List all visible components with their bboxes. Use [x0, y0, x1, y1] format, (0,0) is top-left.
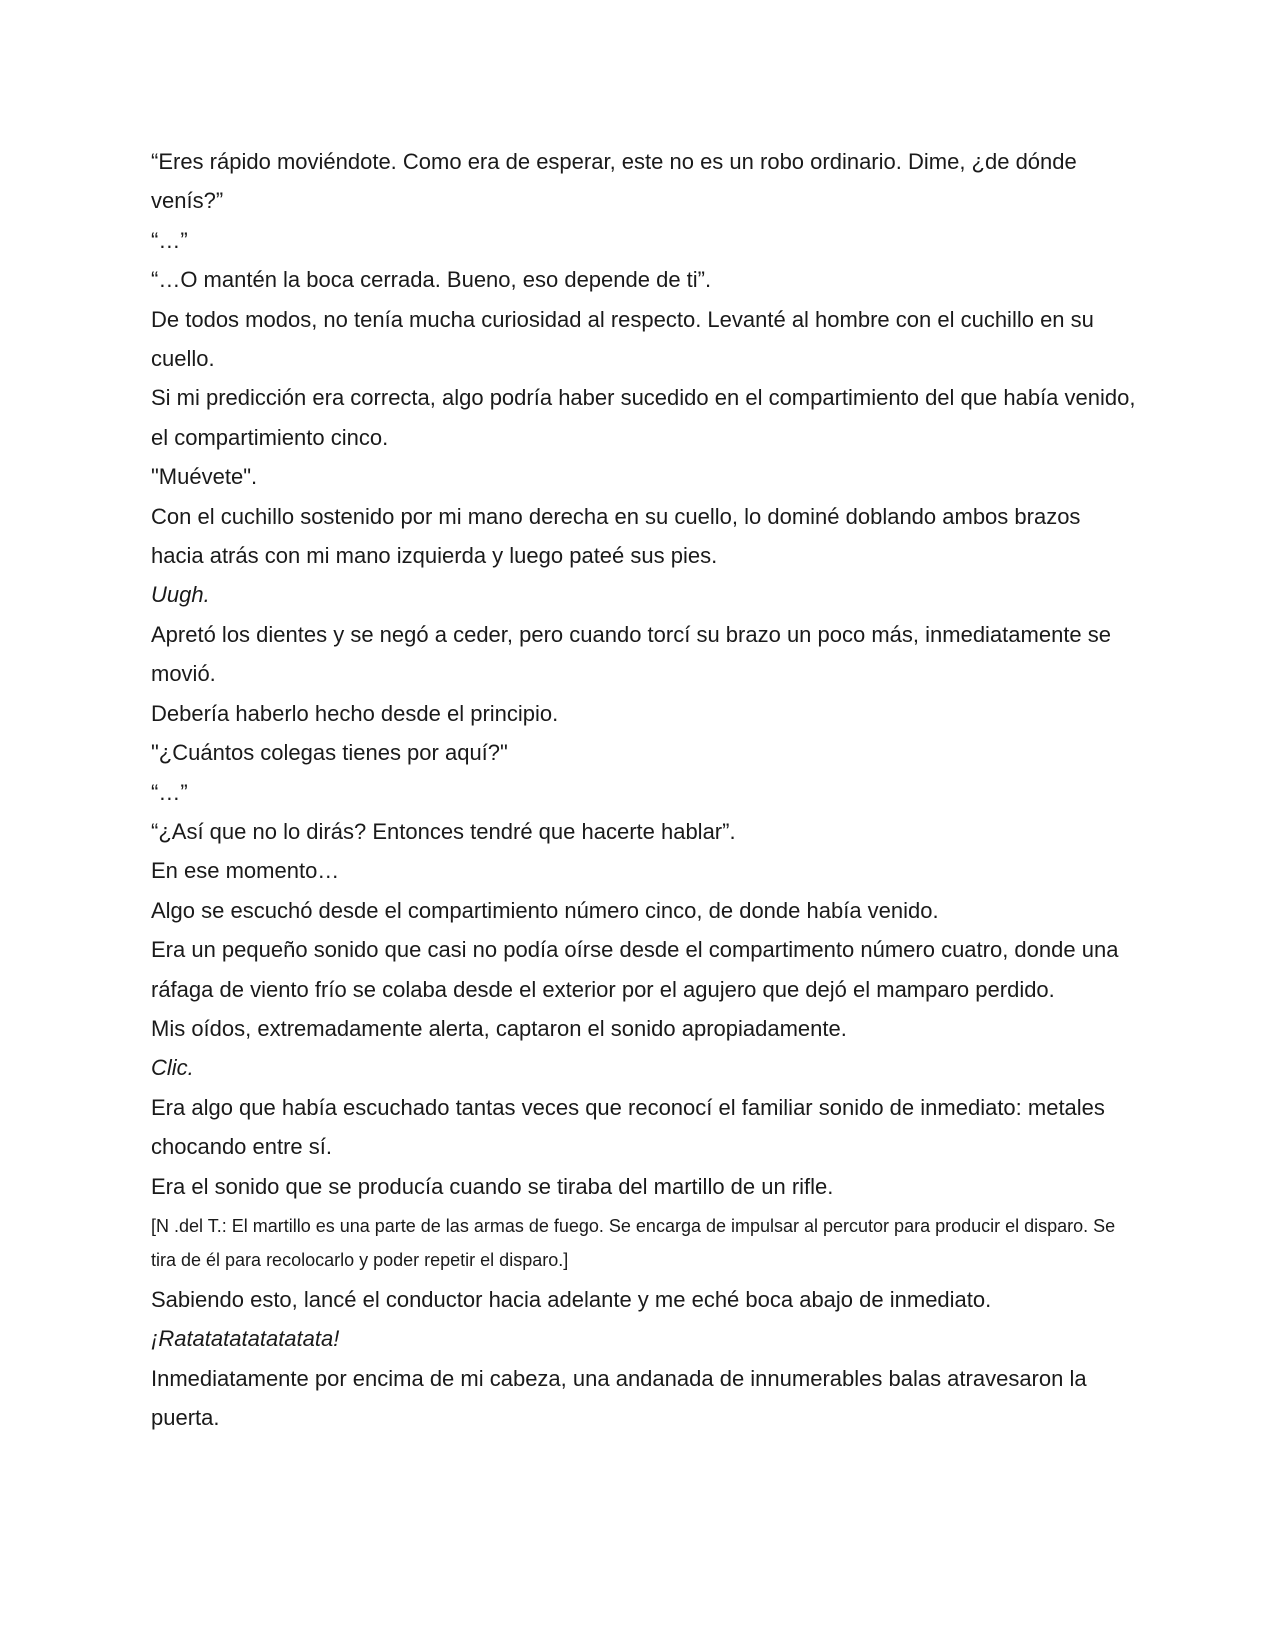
paragraph: Mis oídos, extremadamente alerta, captaron el sonido apropiadamente. — [151, 1015, 847, 1041]
italic-paragraph: Clic. — [151, 1055, 194, 1081]
paragraph: “…O mantén la boca cerrada. Bueno, eso depende de ti”. — [151, 267, 712, 293]
paragraph: Era un pequeño sonido que casi no podía oírse desde el compartimento número cuatro, donde una ráfaga de viento frío se colaba desde el exterior por el agujero que dejó el mamparo perdido. — [151, 937, 1119, 1002]
paragraph: “¿Así que no lo dirás? Entonces tendré que hacerte hablar”. — [151, 818, 736, 844]
paragraph: Apretó los dientes y se negó a ceder, pero cuando torcí su brazo un poco más, inmediatamente se movió. — [151, 621, 1112, 687]
paragraph: De todos modos, no tenía mucha curiosidad al respecto. Levanté al hombre con el cuchillo en su cuello. — [151, 306, 1094, 372]
paragraph: Era el sonido que se producía cuando se tiraba del martillo de un rifle. — [151, 1173, 834, 1199]
translator-note: [N .del T.: El martillo es una parte de las armas de fuego. Se encarga de impulsar al percutor para producir el disparo. Se tira de él para recolocarlo y poder repetir el disparo.] — [151, 1215, 1116, 1271]
paragraph: "Muévete". — [151, 464, 258, 490]
paragraph: En ese momento… — [151, 858, 340, 884]
italic-paragraph: ¡Ratatatatatatatata! — [151, 1326, 340, 1352]
paragraph: Con el cuchillo sostenido por mi mano derecha en su cuello, lo dominé doblando ambos brazos hacia atrás con mi mano izquierda y luego pateé sus pies. — [151, 503, 1081, 569]
paragraph: Sabiendo esto, lancé el conductor hacia adelante y me eché boca abajo de inmediato. — [151, 1286, 992, 1312]
paragraph: “…” — [151, 227, 188, 253]
paragraph: “Eres rápido moviéndote. Como era de esperar, este no es un robo ordinario. Dime, ¿de dónde venís?” — [151, 149, 1077, 214]
paragraph: Debería haberlo hecho desde el principio. — [151, 700, 559, 726]
paragraph: “…” — [151, 779, 188, 805]
document-page — [151, 142, 1136, 1438]
paragraph: "¿Cuántos colegas tienes por aquí?" — [151, 740, 508, 766]
paragraph: Era algo que había escuchado tantas veces que reconocí el familiar sonido de inmediato: metales chocando entre sí. — [151, 1094, 1105, 1160]
italic-paragraph: Uugh. — [151, 582, 210, 608]
paragraph: Si mi predicción era correcta, algo podría haber sucedido en el compartimiento del que había venido, el compartimiento cinco. — [151, 385, 1136, 450]
paragraph: Algo se escuchó desde el compartimiento número cinco, de donde había venido. — [151, 897, 939, 923]
paragraph: Inmediatamente por encima de mi cabeza, una andanada de innumerables balas atravesaron la puerta. — [151, 1365, 1087, 1431]
